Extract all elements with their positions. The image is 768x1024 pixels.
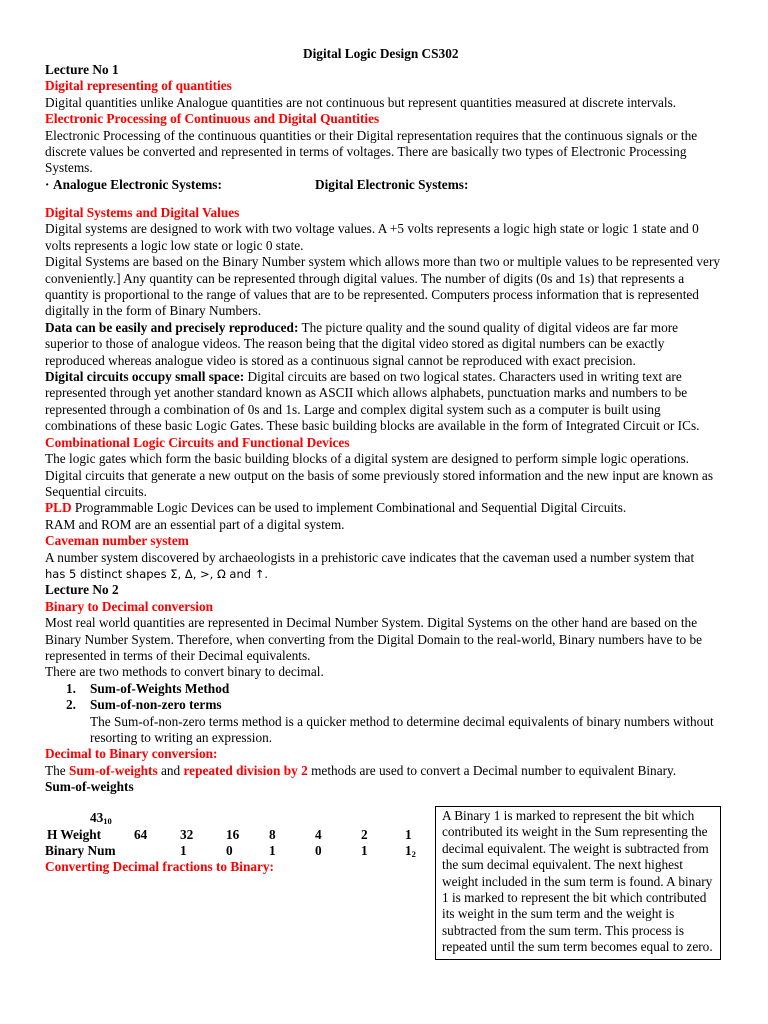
weight-cell: 16 xyxy=(226,827,240,842)
sum-of-weights-label: Sum-of-weights xyxy=(45,779,134,795)
lecture-heading: Lecture No 1 xyxy=(45,62,119,77)
explanation-box: A Binary 1 is marked to represent the bit which contributed its weight in the Sum representing the decimal equivalent. The weight is subtracted from the sum decimal equivalent. The next highest weight included in the sum term is found. A binary 1 is marked to represent the bit which contributed its weight in the sum term and the weight is subtracted from the sum term. This process is repeated until the sum term becomes equal to zero. xyxy=(435,806,721,960)
bullet-icon: · xyxy=(45,176,50,192)
pld-label: PLD xyxy=(45,500,72,516)
paragraph: A number system discovered by archaeologists in a prehistoric cave indicates that the caveman used a number system that xyxy=(45,549,695,565)
highlight-term: repeated division by 2 xyxy=(183,762,308,778)
lecture-1-section xyxy=(45,62,721,193)
paragraph: The logic gates which form the basic building blocks of a digital system are designed to perform simple logic operations. Digital circuits that generate a new output on the basis of some previously stored information and the new input are known as Sequential circuits. xyxy=(45,451,713,499)
bit-cell: 1 xyxy=(361,843,368,858)
paragraph: There are two methods to convert binary to decimal. xyxy=(45,664,324,680)
digital-systems-section xyxy=(45,205,721,796)
page-title: Digital Logic Design CS302 xyxy=(303,46,459,61)
paragraph: PLD Programmable Logic Devices can be used to implement Combinational and Sequential Digital Circuits. xyxy=(45,500,627,516)
section-heading: Binary to Decimal conversion xyxy=(45,598,214,614)
section-heading: Digital Systems and Digital Values xyxy=(45,205,240,220)
weight-cell: 8 xyxy=(269,827,276,842)
paragraph: Data can be easily and precisely reproduced: The picture quality and the sound quality of digital videos are far more superior to those of analogue videos. The reason being that the digital video stored as digital numbers can be exactly reproduced whereas analogue video is stored as a continuous signal cannot be reproduced with exact precision. xyxy=(45,319,679,368)
bold-lead: Digital circuits occupy small space: xyxy=(45,369,245,385)
section-heading: Combinational Logic Circuits and Functional Devices xyxy=(45,434,350,450)
weight-cell: 32 xyxy=(180,827,194,842)
weight-cell: 64 xyxy=(134,827,148,842)
analogue-systems-label: Analogue Electronic Systems: xyxy=(53,176,222,192)
section-heading: Digital representing of quantities xyxy=(45,78,232,94)
section-heading: Electronic Processing of Continuous and Digital Quantities xyxy=(45,111,380,127)
bit-cell: 0 xyxy=(226,843,233,858)
list-item: 2. Sum-of-non-zero terms xyxy=(66,697,222,713)
bit-cell: $1_2$ xyxy=(405,843,416,859)
paragraph: Most real world quantities are represented in Decimal Number System. Digital Systems on the other hand are based on the Binary Number System. Therefore, when converting from the Digital Domain to the real-world, Binary numbers have to be represented in terms of their Decimal equivalents. xyxy=(45,615,703,663)
bit-cell: 0 xyxy=(315,843,322,858)
paragraph: Digital Systems are based on the Binary Number system which allows more than two or multiple values to be represented very conveniently.] Any quantity can be represented through digital values. The number of digits (0s and 1s) that represents a quantity is proportional to the range of values that are to be represented. Computers process information that is represented digitally in the form of Binary Numbers. xyxy=(45,254,721,319)
systems-row xyxy=(45,177,721,193)
digital-systems-label: Digital Electronic Systems: xyxy=(315,176,469,192)
weight-cell: 2 xyxy=(361,827,368,842)
bit-cell: 1 xyxy=(269,843,276,858)
lecture-heading: Lecture No 2 xyxy=(45,582,119,598)
bold-lead: Data can be easily and precisely reproduced: xyxy=(45,319,299,335)
paragraph: Electronic Processing of the continuous quantities or their Digital representation requires that the continuous signals or the discrete values be converted and represented in terms of voltages. There are basically two types of Electronic Processing Systems. xyxy=(45,127,698,176)
list-item: 1. Sum-of-Weights Method xyxy=(66,680,230,696)
weight-cell: 1 xyxy=(405,827,412,842)
paragraph: The Sum-of-weights and repeated division by 2 methods are used to convert a Decimal number to equivalent Binary. xyxy=(45,762,677,778)
section-heading: Caveman number system xyxy=(45,533,189,549)
bit-cell: 1 xyxy=(180,843,187,858)
paragraph: Digital systems are designed to work with two voltage values. A +5 volts represents a logic high state or logic 1 state and 0 volts represents a logic low state or logic 0 state. xyxy=(45,221,699,253)
methods-list xyxy=(45,681,721,714)
paragraph: Digital quantities unlike Analogue quantities are not continuous but represent quantities measured at discrete intervals. xyxy=(45,94,677,110)
weight-cell: 4 xyxy=(315,827,322,842)
binary-label: Binary Num xyxy=(45,843,116,858)
paragraph: has 5 distinct shapes Σ, Δ, >, Ω and ↑. xyxy=(45,566,268,581)
decimal-number: $43_{10}$ xyxy=(90,810,112,826)
section-heading: Decimal to Binary conversion: xyxy=(45,746,218,762)
weight-label: H Weight xyxy=(47,827,102,842)
highlight-term: Sum-of-weights xyxy=(69,762,158,778)
paragraph: RAM and ROM are an essential part of a digital system. xyxy=(45,516,345,532)
section-heading: Converting Decimal fractions to Binary: xyxy=(45,859,274,874)
paragraph: The Sum-of-non-zero terms method is a quicker method to determine decimal equivalents of binary numbers without resorting to writing an expression. xyxy=(90,713,714,745)
paragraph: Digital circuits occupy small space: Digital circuits are based on two logical states. Characters used in writing text are represented through yet another standard known as ASCII which allows alphabets, punctuation marks and numbers to be represented through a combination of 0s and 1s. Large and complex digital system such as a computer is built using combinations of these basic Logic Gates. These basic building blocks are available in the form of Integrated Circuit or ICs. xyxy=(45,369,700,434)
